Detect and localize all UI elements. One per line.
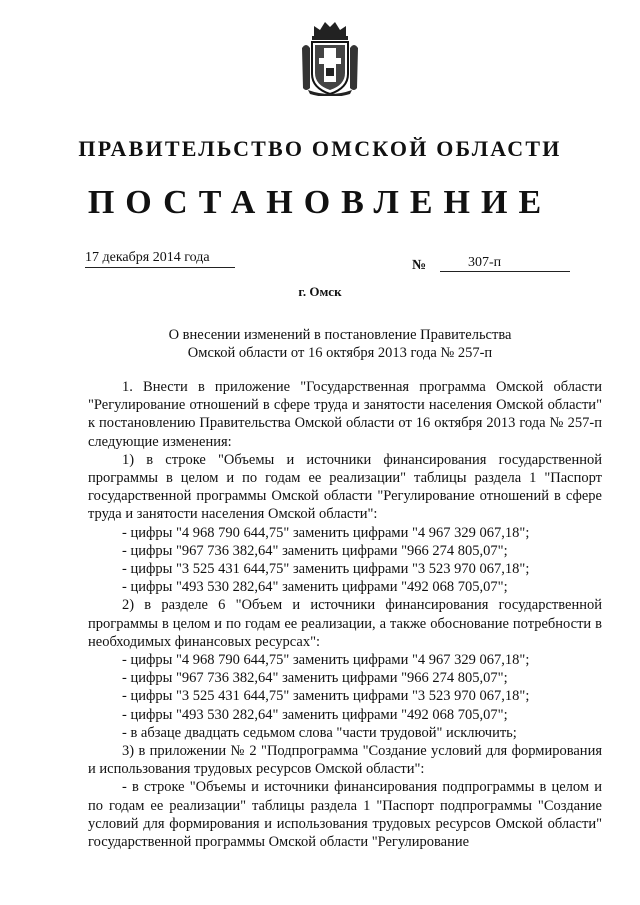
list-item: - цифры "493 530 282,64" заменить цифрами "492 068 705,07";	[122, 579, 508, 596]
document-city: г. Омск	[298, 284, 342, 299]
list-item: - цифры "4 968 790 644,75" заменить цифрами "4 967 329 067,18";	[122, 652, 530, 669]
document-date: 17 декабря 2014 года	[85, 250, 235, 268]
subject-line-1: О внесении изменений в постановление Правительства	[168, 327, 512, 343]
document-number: 307-п	[440, 255, 570, 272]
paragraph-2: 1) в строке "Объемы и источники финансирования государственной программы в целом и по годам ее реализации" таблицы раздела 1 "Паспорт государственной программы Омской области "Регулирование отношений в сфере труда и занятости населения Омской области":	[88, 451, 602, 523]
number-label: №	[412, 258, 427, 273]
paragraph-4: 3) в приложении № 2 "Подпрограмма "Создание условий для формирования и использования трудовых ресурсов Омской области":	[88, 743, 602, 778]
list-item: - цифры "967 736 382,64" заменить цифрами "966 274 805,07";	[122, 670, 508, 687]
list-item: - цифры "4 968 790 644,75" заменить цифрами "4 967 329 067,18";	[122, 524, 530, 541]
document-type-title: ПОСТАНОВЛЕНИЕ	[87, 184, 553, 221]
omsk-coat-of-arms-emblem	[300, 18, 360, 96]
list-item: - цифры "967 736 382,64" заменить цифрами "966 274 805,07";	[122, 542, 508, 559]
paragraph-5: - в строке "Объемы и источники финансирования подпрограммы в целом и по годам ее реализации" таблицы раздела 1 "Паспорт подпрограммы "Создание условий для формирования и использования трудовых ресурсов Омской области" государственной программы Омской области "Регулирование	[88, 779, 602, 851]
subject-line-2: Омской области от 16 октября 2013 года № 257-п	[187, 345, 493, 361]
paragraph-3: 2) в разделе 6 "Объем и источники финансирования государственной программы в целом и по годам ее реализации, а также обоснование потребности в необходимых финансовых ресурсах":	[88, 597, 602, 650]
list-item: - цифры "493 530 282,64" заменить цифрами "492 068 705,07";	[122, 706, 508, 723]
organization-title: ПРАВИТЕЛЬСТВО ОМСКОЙ ОБЛАСТИ	[78, 136, 562, 161]
list-item: - цифры "3 525 431 644,75" заменить цифрами "3 523 970 067,18";	[122, 561, 530, 578]
document-body	[88, 378, 602, 851]
paragraph-1: 1. Внести в приложение "Государственная программа Омской области "Регулирование отношений в сфере труда и занятости населения Омской области" к постановлению Правительства Омской области от 16 октября 2013 года № 257-п следующие изменения:	[88, 379, 602, 450]
list-item: - в абзаце двадцать седьмом слова "части трудовой" исключить;	[122, 724, 517, 741]
list-item: - цифры "3 525 431 644,75" заменить цифрами "3 523 970 067,18";	[122, 688, 530, 705]
document-subject	[0, 326, 640, 362]
